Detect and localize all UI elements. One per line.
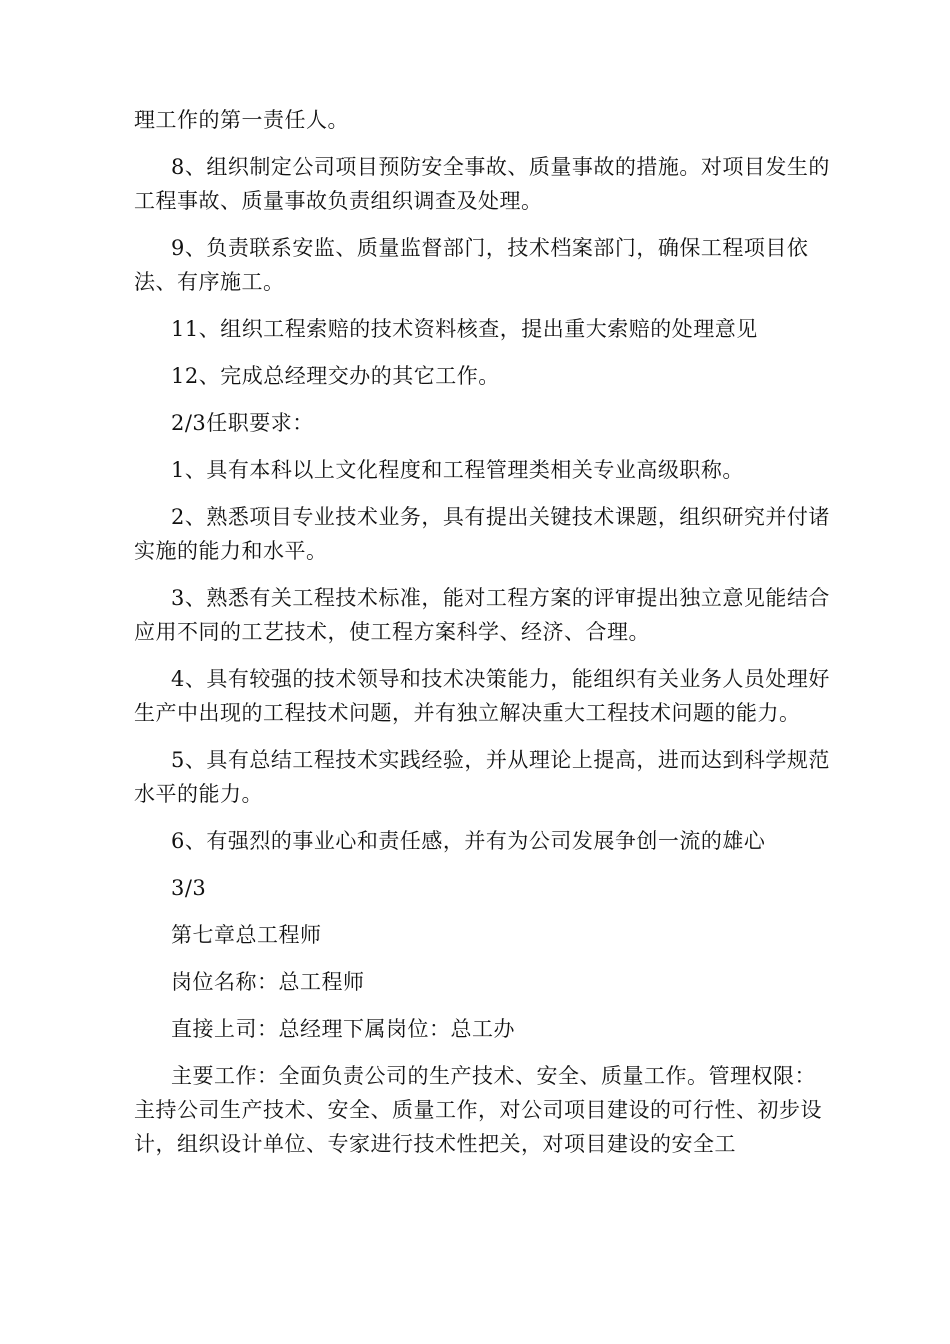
main-duties: 主要工作：全面负责公司的生产技术、安全、质量工作。管理权限：主持公司生产技术、安全、质量工作，对公司项目建设的可行性、初步设计，组织设计单位、专家进行技术性把关，对项目建设的安全工 [134,1064,822,1156]
paragraph-item-8: 8、组织制定公司项目预防安全事故、质量事故的措施。对项目发生的工程事故、质量事故负责组织调查及处理。 [134,155,830,213]
paragraph-item-11: 11、组织工程索赔的技术资料核查，提出重大索赔的处理意见 [171,317,758,341]
requirement-item-1: 1、具有本科以上文化程度和工程管理类相关专业高级职称。 [171,458,744,482]
document-body [134,103,834,1174]
requirement-item-5: 5、具有总结工程技术实践经验，并从理论上提高，进而达到科学规范水平的能力。 [134,748,830,806]
requirement-item-6: 6、有强烈的事业心和责任感，并有为公司发展争创一流的雄心 [171,829,766,853]
requirement-item-3: 3、熟悉有关工程技术标准，能对工程方案的评审提出独立意见能结合应用不同的工艺技术，使工程方案科学、经济、合理。 [134,586,830,644]
position-name: 岗位名称：总工程师 [171,970,365,994]
reporting-line: 直接上司：总经理下属岗位：总工办 [171,1017,515,1041]
chapter-title: 第七章总工程师 [171,923,322,947]
paragraph-continuation: 理工作的第一责任人。 [134,108,349,132]
requirement-item-2: 2、熟悉项目专业技术业务，具有提出关键技术课题，组织研究并付诸实施的能力和水平。 [134,505,830,563]
paragraph-item-12: 12、完成总经理交办的其它工作。 [171,364,500,388]
page-marker: 3/3 [171,876,207,900]
requirement-item-4: 4、具有较强的技术领导和技术决策能力，能组织有关业务人员处理好生产中出现的工程技术问题，并有独立解决重大工程技术问题的能力。 [134,667,830,725]
paragraph-item-9: 9、负责联系安监、质量监督部门，技术档案部门，确保工程项目依法、有序施工。 [134,236,809,294]
section-heading-requirements: 2/3任职要求： [171,411,314,435]
